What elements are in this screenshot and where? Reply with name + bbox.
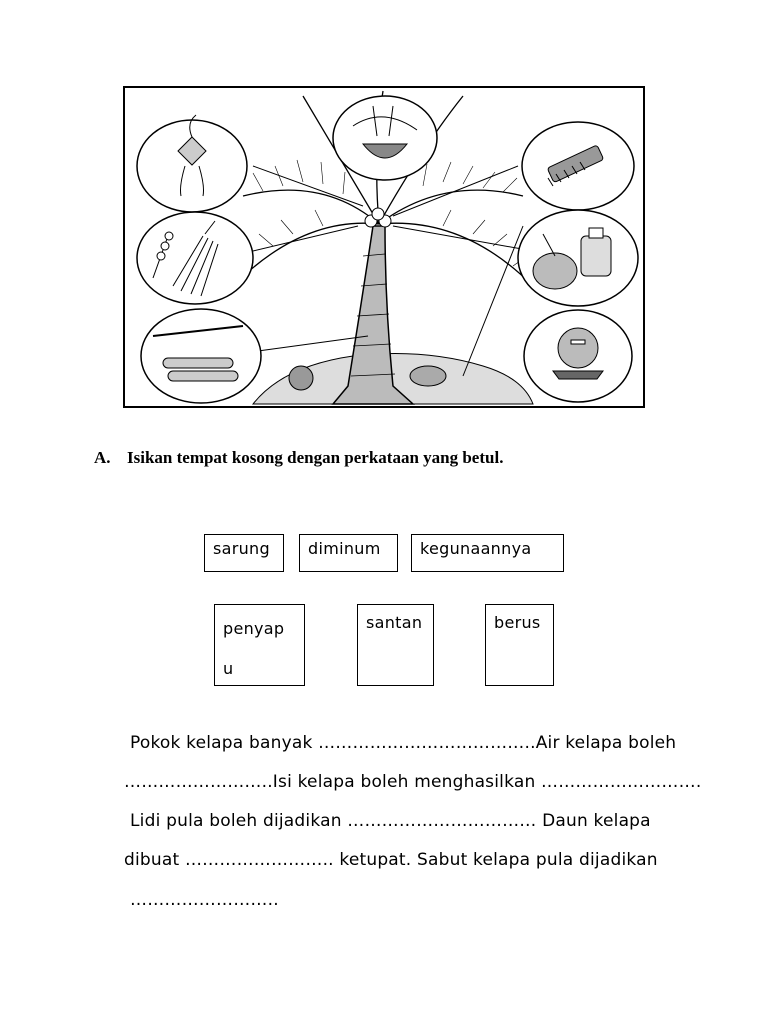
word-box-diminum: diminum [299,534,398,572]
coconut-tree-illustration [123,86,645,408]
passage-line-2: ……………………..Isi kelapa boleh menghasilkan ………………………. [124,772,702,792]
instruction-number: A. [94,448,111,467]
instruction [94,448,503,468]
passage-line-4: dibuat …………………….. ketupat. Sabut kelapa pula dijadikan [124,850,658,870]
word-box-sarung: sarung [204,534,284,572]
passage-line-3: Lidi pula boleh dijadikan …………………………… Daun kelapa [130,811,651,831]
word-box-berus: berus [485,604,554,686]
passage-line-1: Pokok kelapa banyak ………………………………..Air kelapa boleh [130,733,677,753]
passage-line-5: …………………….. [130,890,279,910]
word-box-penyapu: penyap u [214,604,305,686]
word-box-santan: santan [357,604,434,686]
instruction-text: Isikan tempat kosong dengan perkataan yang betul. [127,448,504,467]
word-box-kegunaannya: kegunaannya [411,534,564,572]
